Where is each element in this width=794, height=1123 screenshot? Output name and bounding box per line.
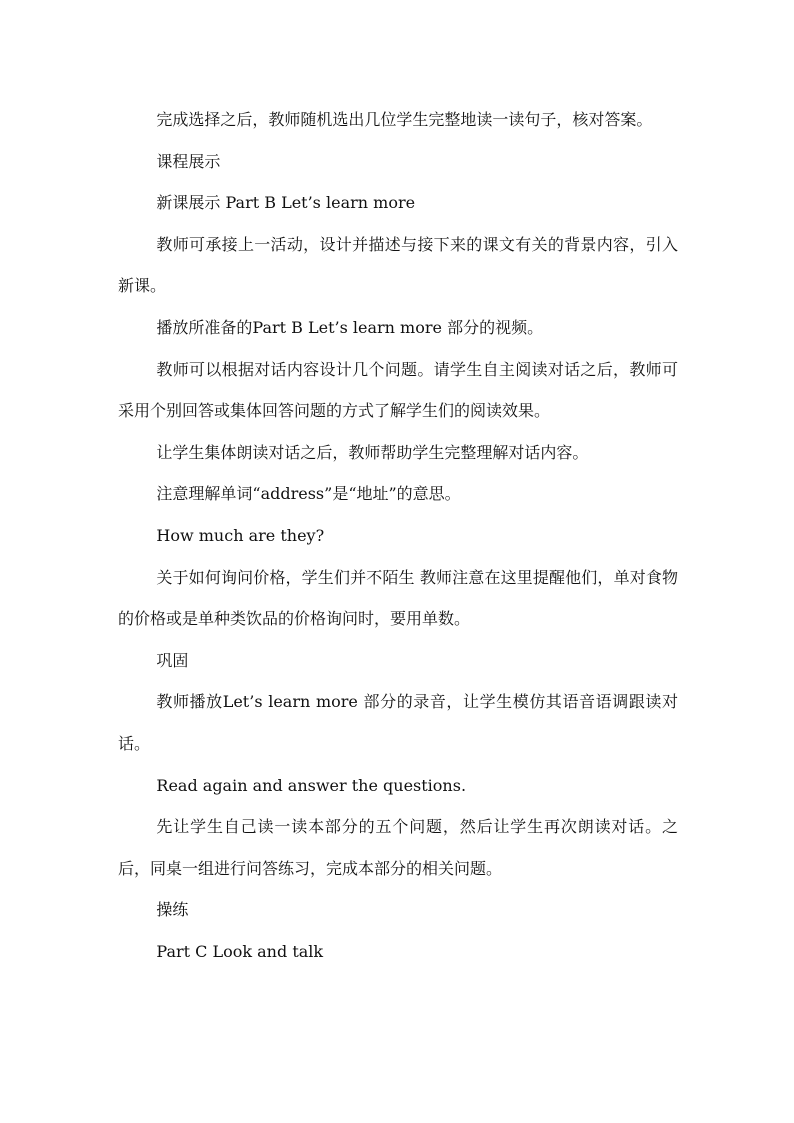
document-body	[118, 99, 678, 972]
paragraph-group-reading: 让学生集体朗读对话之后，教师帮助学生完整理解对话内容。	[156, 442, 589, 462]
paragraph-five-questions: 先让学生自己读一读本部分的五个问题，然后让学生再次朗读对话。之后，同桌一组进行问答练习，完成本部分的相关问题。	[118, 817, 678, 878]
heading-new-lesson: 新课展示 Part B Let’s learn more	[156, 193, 416, 213]
paragraph-answer-check: 完成选择之后，教师随机选出几位学生完整地读一读句子，核对答案。	[156, 110, 653, 129]
heading-consolidate: 巩固	[156, 650, 189, 670]
heading-read-again: Read again and answer the questions.	[156, 775, 467, 795]
heading-course-display: 课程展示	[156, 151, 221, 171]
heading-practice: 操练	[156, 900, 189, 920]
paragraph-address-word: 注意理解单词“address”是“地址”的意思。	[156, 484, 461, 504]
paragraph-asking-price: 关于如何询问价格，学生们并不陌生 教师注意在这里提醒他们，单对食物的价格或是单种类饮品的价格询问时，要用单数。	[118, 567, 678, 629]
paragraph-play-video: 播放所准备的Part B Let’s learn more 部分的视频。	[156, 317, 544, 337]
paragraph-play-recording: 教师播放Let’s learn more 部分的录音，让学生模仿其语音语调跟读对话。	[118, 692, 678, 753]
paragraph-design-questions: 教师可以根据对话内容设计几个问题。请学生自主阅读对话之后，教师可采用个别回答或集体回答问题的方式了解学生们的阅读效果。	[118, 359, 678, 421]
heading-part-c: Part C Look and talk	[156, 941, 324, 961]
paragraph-introduce-lesson: 教师可承接上一活动，设计并描述与接下来的课文有关的背景内容，引入新课。	[118, 234, 678, 296]
heading-how-much: How much are they?	[156, 525, 325, 545]
